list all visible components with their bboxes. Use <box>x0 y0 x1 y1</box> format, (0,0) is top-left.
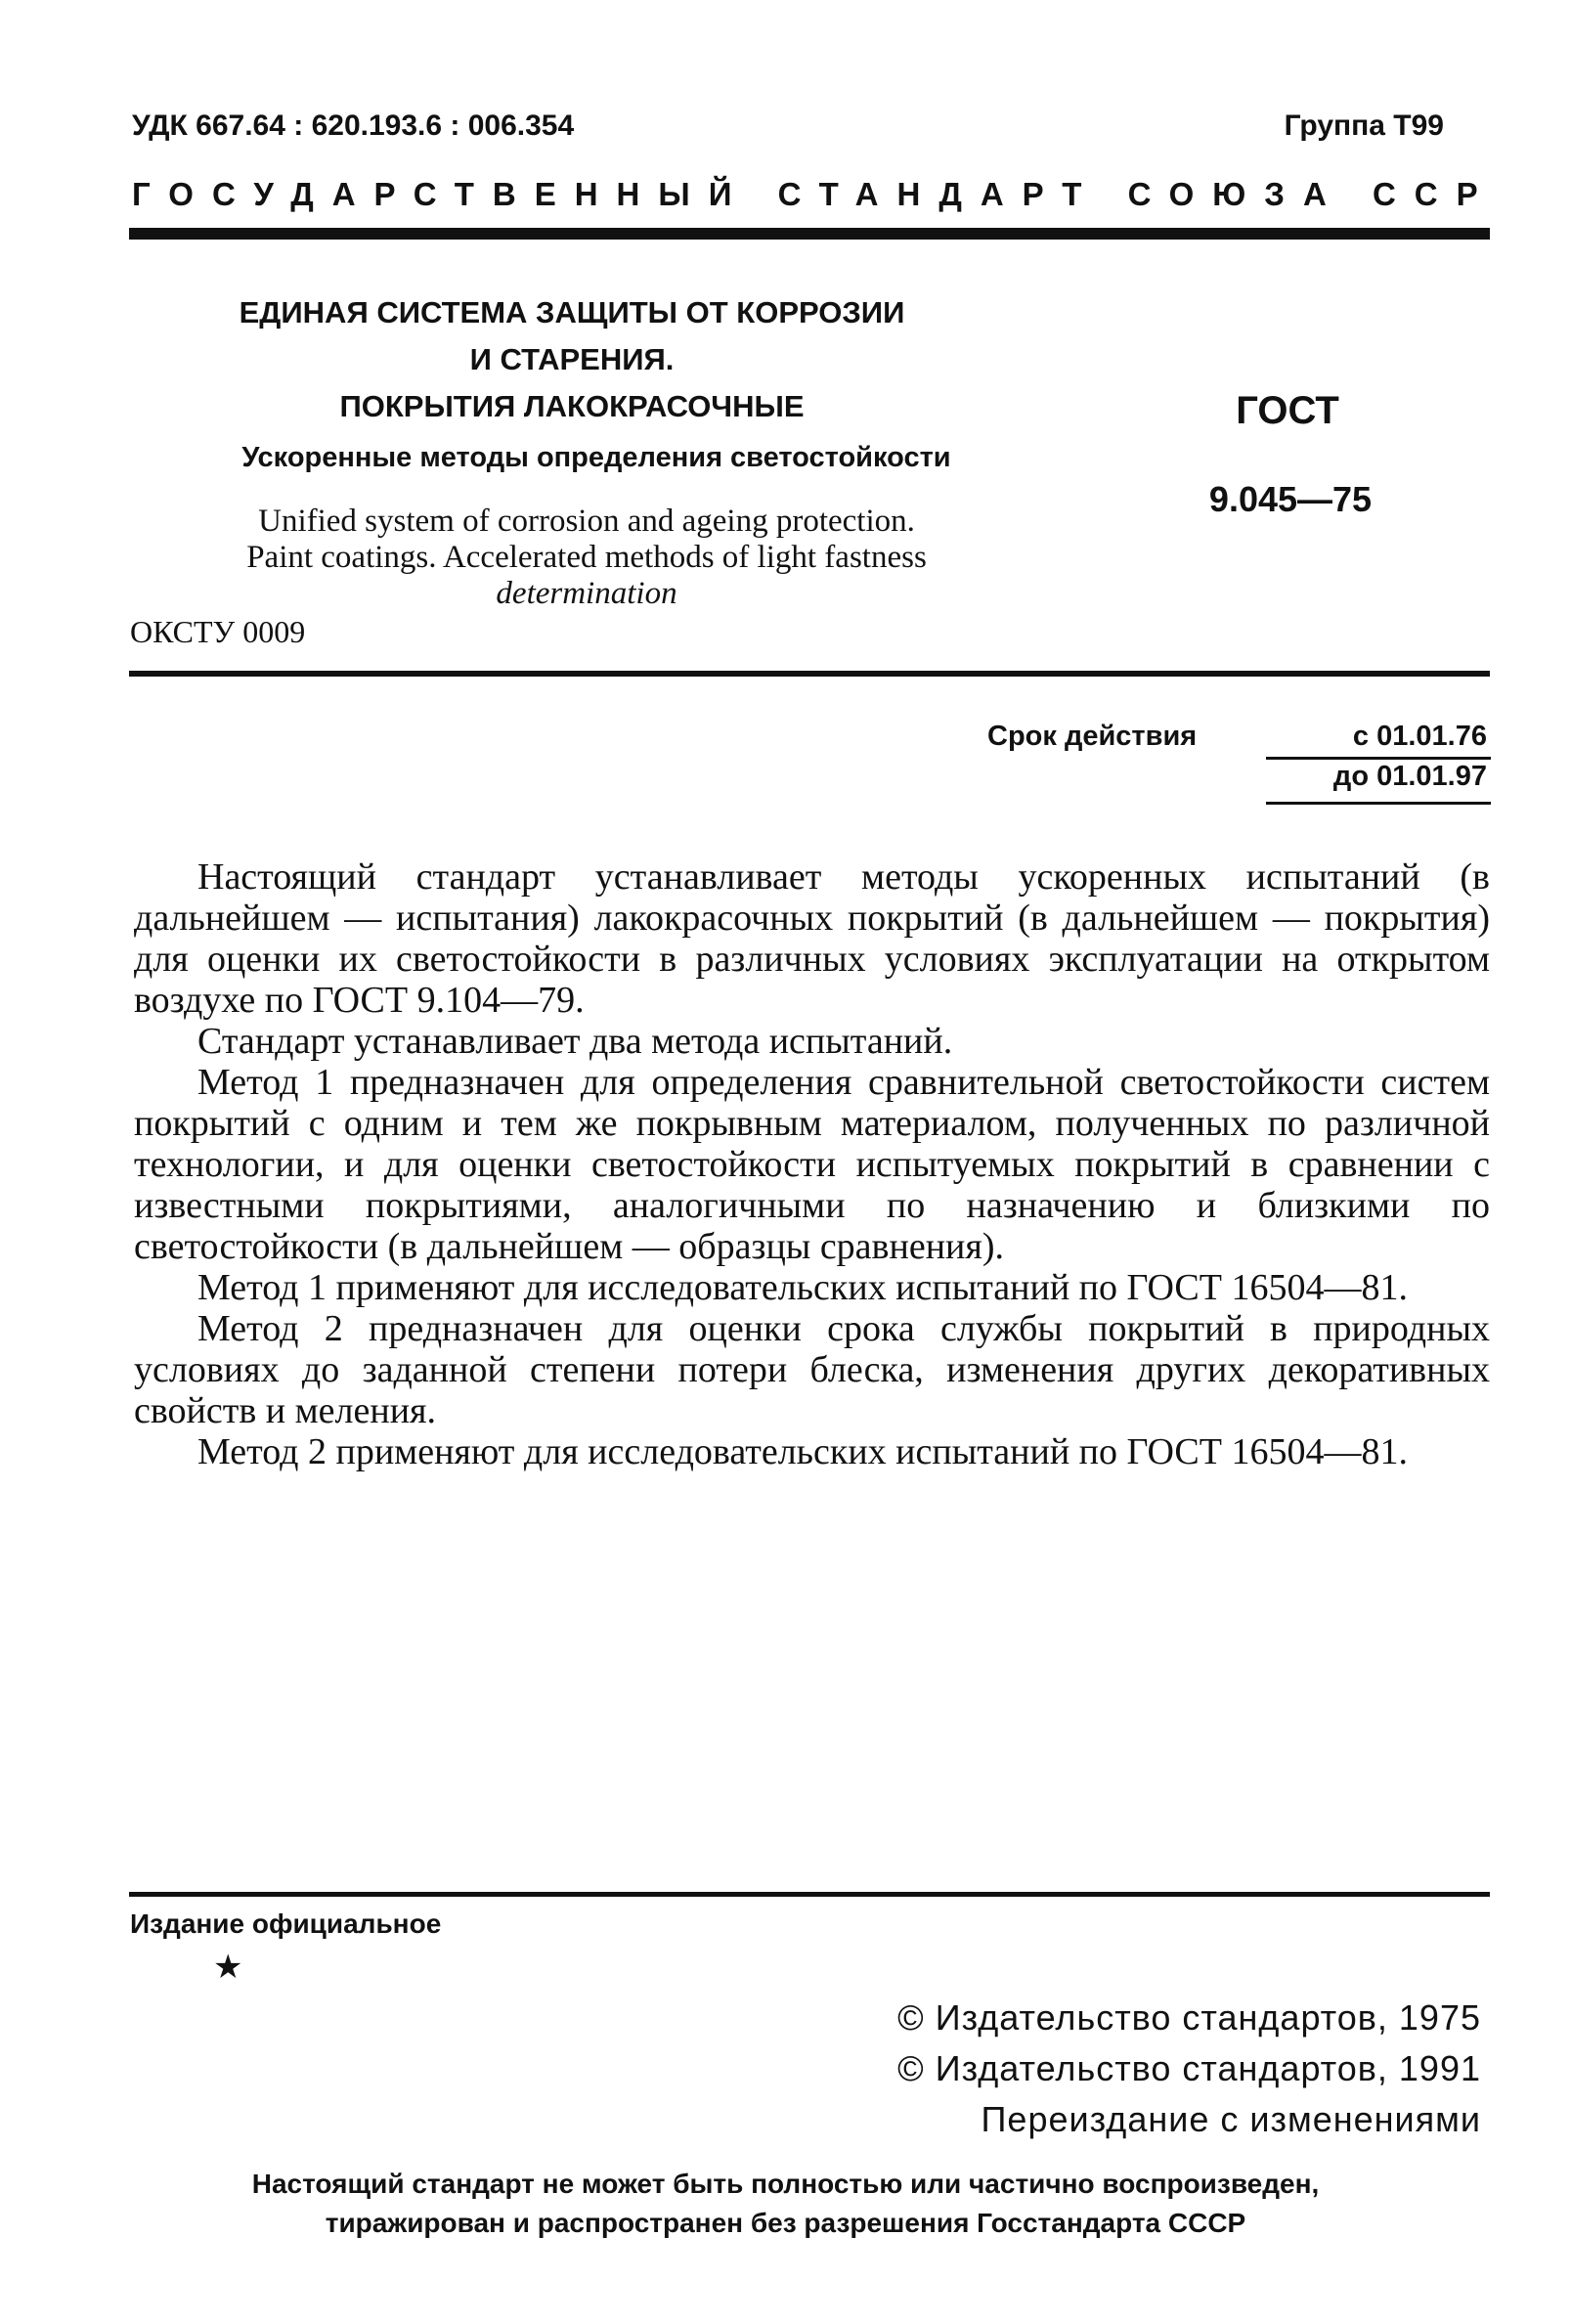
paragraph-6: Метод 2 применяют для исследовательских испытаний по ГОСТ 16504—81. <box>197 1431 1408 1472</box>
english-title-line-3: determination <box>496 576 677 611</box>
paragraph-1: Настоящий стандарт устанавливает методы ускоренных испытаний (в дальнейшем — испытания) лакокрасочных покрытий (в дальнейшем — покрытия) для оценки их светостойкости в различных условиях эксплуатации на открытом воздухе по ГОСТ 9.104—79. <box>134 856 1490 1021</box>
reproduction-notice-line-2: тиражирован и распространен без разрешения Госстандарта СССР <box>325 2208 1246 2238</box>
oksty-code: ОКСТУ 0009 <box>130 614 306 649</box>
subtitle: Ускоренные методы определения светостойкости <box>241 442 951 473</box>
official-edition-label: Издание официальное <box>130 1908 442 1939</box>
validity-underline <box>1266 802 1491 805</box>
english-title <box>137 504 1036 612</box>
english-title-line-1: Unified system of corrosion and ageing protection. <box>258 504 915 539</box>
validity-to: до 01.01.97 <box>1332 761 1487 792</box>
paragraph-5: Метод 2 предназначен для оценки срока службы покрытий в природных условиях до заданной степени потери блеска, изменения других декоративных свойств и меления. <box>134 1308 1490 1431</box>
title-line-1: ЕДИНАЯ СИСТЕМА ЗАЩИТЫ ОТ КОРРОЗИИ <box>239 295 905 329</box>
state-standard-heading: ГОСУДАРСТВЕННЫЙ СТАНДАРТ СОЮЗА ССР <box>132 176 1497 212</box>
paragraph-4: Метод 1 применяют для исследовательских испытаний по ГОСТ 16504—81. <box>197 1267 1408 1308</box>
title-line-3: ПОКРЫТИЯ ЛАКОКРАСОЧНЫЕ <box>339 389 805 423</box>
star-icon: ★ <box>213 1949 243 1986</box>
title-block-rule <box>129 671 1490 677</box>
validity-divider <box>1266 757 1491 760</box>
validity-from: с 01.01.76 <box>1352 721 1487 752</box>
gost-number: 9.045—75 <box>1208 479 1373 519</box>
footer-rule <box>129 1892 1490 1897</box>
paragraph-2: Стандарт устанавливает два метода испытаний. <box>197 1021 953 1062</box>
paragraph-3: Метод 1 предназначен для определения сравнительной светостойкости систем покрытий с одним и тем же покрывным материалом, полученных по различной технологии, и для оценки светостойкости испытуемых покрытий в сравнении с известными покрытиями, аналогичными по назначению и близкими по светостойкости (в дальнейшем — образцы сравнения). <box>134 1062 1490 1267</box>
udk-code: УДК 667.64 : 620.193.6 : 006.354 <box>132 110 575 142</box>
copyright-1991: © Издательство стандартов, 1991 <box>897 2048 1481 2088</box>
reproduction-notice-line-1: Настоящий стандарт не может быть полностью или частично воспроизведен, <box>251 2169 1320 2199</box>
gost-label: ГОСТ <box>1236 389 1339 432</box>
validity-label: Срок действия <box>987 721 1198 752</box>
reissue-note: Переиздание с изменениями <box>981 2099 1481 2139</box>
copyright-1975: © Издательство стандартов, 1975 <box>897 1997 1481 2038</box>
english-title-line-2: Paint coatings. Accelerated methods of light fastness <box>246 540 927 575</box>
title-line-2: И СТАРЕНИЯ. <box>469 342 675 376</box>
body-text <box>134 856 1490 1472</box>
header-rule <box>129 228 1490 240</box>
group-code: Группа Т99 <box>1284 110 1444 142</box>
